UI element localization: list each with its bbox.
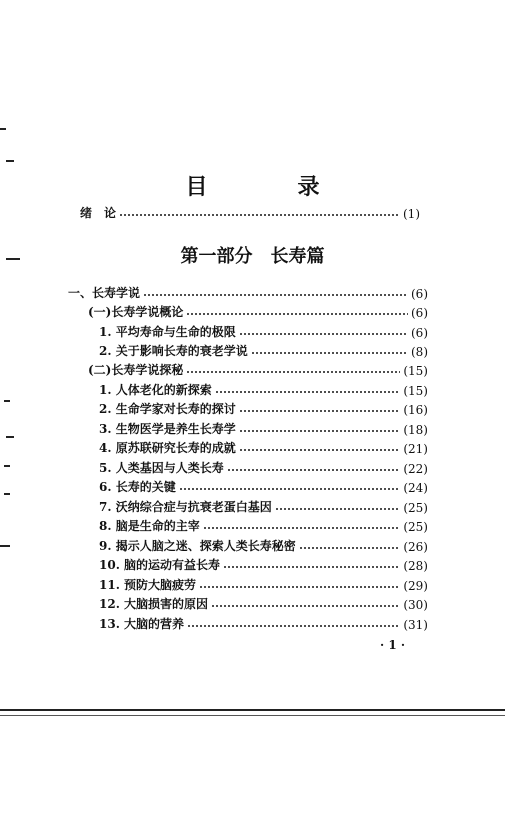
toc-entry-label: 6. 长寿的关键	[99, 480, 176, 494]
scan-mark	[4, 465, 10, 467]
toc-entry	[99, 477, 428, 495]
dot-leader	[239, 429, 401, 433]
toc-entry-page: (29)	[403, 579, 428, 593]
toc-entry	[99, 594, 428, 612]
dot-leader	[143, 293, 408, 297]
toc-entry-label: 绪 论	[80, 206, 117, 220]
toc-entry-label: 4. 原苏联研究长寿的成就	[99, 441, 236, 455]
dot-leader	[186, 312, 408, 316]
toc-entry-label: 13. 大脑的营养	[99, 617, 185, 631]
toc-entry	[99, 458, 428, 476]
dot-leader	[239, 409, 401, 413]
toc-entry-label: (二)长寿学说探秘	[88, 363, 184, 377]
toc-entry-page: (30)	[403, 598, 428, 612]
scan-mark	[0, 128, 6, 130]
toc-entry	[99, 497, 428, 515]
part-title: 第一部分 长寿篇	[180, 246, 325, 267]
toc-entry-page: (6)	[411, 306, 428, 320]
dot-leader	[211, 604, 400, 608]
dot-leader	[251, 351, 408, 355]
toc-entry-page: (1)	[403, 207, 420, 221]
dot-leader	[239, 448, 401, 452]
toc-entry-label: 2. 关于影响长寿的衰老学说	[99, 344, 248, 358]
scan-mark	[4, 400, 10, 402]
scan-mark	[6, 160, 14, 162]
toc-entry-page: (6)	[411, 326, 428, 340]
scan-mark	[4, 493, 10, 495]
page-title: 目 录	[185, 174, 354, 200]
scan-mark	[6, 436, 14, 438]
toc-entry-label: 8. 脑是生命的主宰	[99, 519, 200, 533]
toc-entry-label: 1. 人体老化的新探索	[99, 383, 212, 397]
scan-mark	[6, 258, 20, 260]
dot-leader	[203, 526, 401, 530]
page-number: · 1 ·	[380, 638, 406, 652]
toc-entry	[68, 283, 428, 301]
toc-entry-label: 9. 揭示人脑之迷、探索人类长寿秘密	[99, 539, 296, 553]
toc-entry-page: (25)	[403, 520, 428, 534]
dot-leader	[179, 487, 401, 491]
toc-entry-page: (15)	[403, 364, 428, 378]
toc-entry-label: 12. 大脑损害的原因	[99, 597, 209, 611]
toc-entry	[99, 399, 428, 417]
dot-leader	[227, 468, 401, 472]
toc-entry	[99, 438, 428, 456]
toc-entry-page: (26)	[403, 540, 428, 554]
bottom-rule	[0, 709, 505, 711]
toc-entry-label: (一)长寿学说概论	[88, 305, 184, 319]
toc-entry-page: (25)	[403, 501, 428, 515]
toc-entry-label: 7. 沃纳综合症与抗衰老蛋白基因	[99, 500, 272, 514]
toc-entry	[99, 614, 428, 632]
dot-leader	[186, 370, 400, 374]
toc-entry-page: (18)	[403, 423, 428, 437]
toc-entry-label: 1. 平均寿命与生命的极限	[99, 325, 236, 339]
toc-entry-page: (31)	[403, 618, 428, 632]
dot-leader	[199, 585, 400, 589]
toc-entry	[99, 516, 428, 534]
toc-entry	[99, 419, 428, 437]
toc-entry-page: (21)	[403, 442, 428, 456]
toc-entry-page: (16)	[403, 403, 428, 417]
toc-entry	[88, 302, 428, 320]
bottom-rule-thin	[0, 715, 505, 716]
toc-entry-label: 10. 脑的运动有益长寿	[99, 558, 221, 572]
toc-entry	[99, 341, 428, 359]
dot-leader	[275, 507, 401, 511]
toc-entry-label: 11. 预防大脑疲劳	[99, 578, 197, 592]
toc-entry	[99, 575, 428, 593]
toc-entry-label: 2. 生命学家对长寿的探讨	[99, 402, 236, 416]
dot-leader	[215, 390, 401, 394]
toc-entry	[99, 555, 428, 573]
toc-entry-page: (22)	[403, 462, 428, 476]
dot-leader	[223, 565, 400, 569]
toc-entry	[99, 536, 428, 554]
toc-entry	[99, 380, 428, 398]
toc-entry-page: (15)	[403, 384, 428, 398]
toc-entry-label: 一、长寿学说	[68, 286, 141, 300]
toc-entry-label: 5. 人类基因与人类长寿	[99, 461, 224, 475]
toc-entry-label: 3. 生物医学是养生长寿学	[99, 422, 236, 436]
toc-entry-page: (6)	[411, 287, 428, 301]
toc-entry-page: (28)	[403, 559, 428, 573]
toc-entry	[99, 322, 428, 340]
toc-entry-page: (8)	[411, 345, 428, 359]
dot-leader	[299, 546, 401, 550]
dot-leader	[119, 213, 400, 217]
scan-mark	[0, 545, 10, 547]
toc-entry-page: (24)	[403, 481, 428, 495]
dot-leader	[187, 624, 400, 628]
toc-entry	[88, 360, 428, 378]
toc-entry-intro	[80, 203, 420, 221]
dot-leader	[239, 332, 408, 336]
